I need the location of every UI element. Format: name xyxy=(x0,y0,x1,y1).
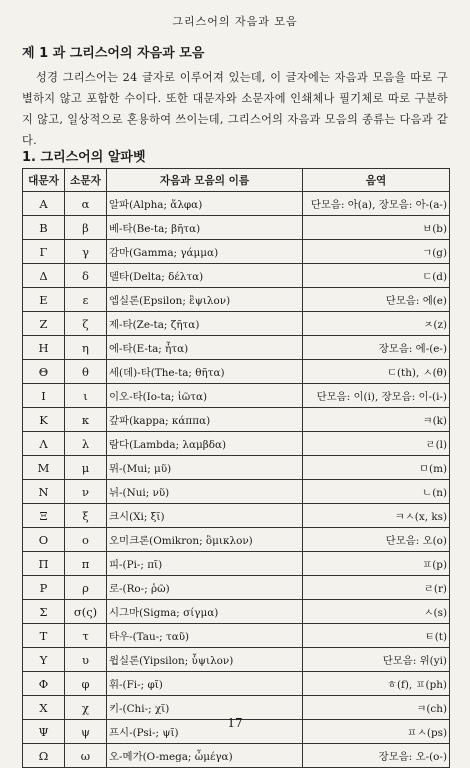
table-body xyxy=(23,192,450,768)
uppercase-cell: Ν xyxy=(23,480,65,504)
table-row xyxy=(23,528,450,552)
transliteration-cell: ㅍㅅ(ps) xyxy=(303,720,450,744)
lowercase-cell: κ xyxy=(65,408,107,432)
table-row xyxy=(23,432,450,456)
letter-name-cell: 이오-타(Io-ta; ἰῶτα) xyxy=(107,384,303,408)
transliteration-cell: ㅍ(p) xyxy=(303,552,450,576)
uppercase-cell: Τ xyxy=(23,624,65,648)
uppercase-cell: Ο xyxy=(23,528,65,552)
uppercase-cell: Γ xyxy=(23,240,65,264)
header-letter-name: 자음과 모음의 이름 xyxy=(107,169,303,192)
transliteration-cell: ㅎ(f), ㅍ(ph) xyxy=(303,672,450,696)
transliteration-cell: ㅅ(s) xyxy=(303,600,450,624)
table-row xyxy=(23,408,450,432)
letter-name-cell: 오미크론(Omikron; ὂμικλον) xyxy=(107,528,303,552)
letter-name-cell: 감마(Gamma; γάμμα) xyxy=(107,240,303,264)
lowercase-cell: ν xyxy=(65,480,107,504)
table-row xyxy=(23,552,450,576)
lowercase-cell: φ xyxy=(65,672,107,696)
table-row xyxy=(23,576,450,600)
letter-name-cell: 타우-(Tau-; ταῦ) xyxy=(107,624,303,648)
table-row xyxy=(23,240,450,264)
transliteration-cell: 단모음: 오(o) xyxy=(303,528,450,552)
header-transliteration: 음역 xyxy=(303,169,450,192)
table-row xyxy=(23,480,450,504)
section-title: 제 1 과 그리스어의 자음과 모음 xyxy=(22,46,205,61)
lowercase-cell: ξ xyxy=(65,504,107,528)
lowercase-cell: ω xyxy=(65,744,107,768)
lowercase-cell: ρ xyxy=(65,576,107,600)
letter-name-cell: 엡실론(Epsilon; ἒψιλον) xyxy=(107,288,303,312)
table-row xyxy=(23,648,450,672)
uppercase-cell: Θ xyxy=(23,360,65,384)
header-uppercase: 대문자 xyxy=(23,169,65,192)
uppercase-cell: Ζ xyxy=(23,312,65,336)
lowercase-cell: η xyxy=(65,336,107,360)
letter-name-cell: 알파(Alpha; ἄλφα) xyxy=(107,192,303,216)
transliteration-cell: 장모음: 에-(e-) xyxy=(303,336,450,360)
letter-name-cell: 람다(Lambda; λαμβδα) xyxy=(107,432,303,456)
lowercase-cell: θ xyxy=(65,360,107,384)
uppercase-cell: Φ xyxy=(23,672,65,696)
transliteration-cell: ㄷ(d) xyxy=(303,264,450,288)
running-header: 그리스어의 자음과 모음 xyxy=(172,15,298,28)
uppercase-cell: Ε xyxy=(23,288,65,312)
transliteration-cell: 단모음: 이(i), 장모음: 이-(i-) xyxy=(303,384,450,408)
lowercase-cell: ε xyxy=(65,288,107,312)
uppercase-cell: Μ xyxy=(23,456,65,480)
lowercase-cell: τ xyxy=(65,624,107,648)
transliteration-cell: ㅈ(z) xyxy=(303,312,450,336)
lowercase-cell: β xyxy=(65,216,107,240)
transliteration-cell: ㅋㅅ(x, ks) xyxy=(303,504,450,528)
lowercase-cell: δ xyxy=(65,264,107,288)
letter-name-cell: 시그마(Sigma; σίγμα) xyxy=(107,600,303,624)
uppercase-cell: Ω xyxy=(23,744,65,768)
header-lowercase: 소문자 xyxy=(65,169,107,192)
table-row xyxy=(23,672,450,696)
uppercase-cell: Π xyxy=(23,552,65,576)
transliteration-cell: ㄱ(g) xyxy=(303,240,450,264)
letter-name-cell: 뉘-(Nui; νῦ) xyxy=(107,480,303,504)
uppercase-cell: Ψ xyxy=(23,720,65,744)
uppercase-cell: Υ xyxy=(23,648,65,672)
lowercase-cell: χ xyxy=(65,696,107,720)
lowercase-cell: υ xyxy=(65,648,107,672)
transliteration-cell: 단모음: 아(a), 장모음: 아-(a-) xyxy=(303,192,450,216)
uppercase-cell: Δ xyxy=(23,264,65,288)
letter-name-cell: 제-타(Ze-ta; ζῆτα) xyxy=(107,312,303,336)
transliteration-cell: ㅋ(ch) xyxy=(303,696,450,720)
intro-paragraph: 성경 그리스어는 24 글자로 이루어져 있는데, 이 글자에는 자음과 모음을 따로 구별하지 않고 포함한 수이다. 또한 대문자와 소문자에 인쇄체나 필기체로 따로 구분하지 않고, 일상적으로 혼용하여 쓰이는데, 그리스어의 자음과 모음의 종류는 다음과 같다. xyxy=(22,71,448,147)
lowercase-cell: σ(ς) xyxy=(65,600,107,624)
uppercase-cell: Β xyxy=(23,216,65,240)
lowercase-cell: λ xyxy=(65,432,107,456)
letter-name-cell: 델타(Delta; δέλτα) xyxy=(107,264,303,288)
letter-name-cell: 로-(Ro-; ῥῶ) xyxy=(107,576,303,600)
uppercase-cell: Σ xyxy=(23,600,65,624)
uppercase-cell: Ρ xyxy=(23,576,65,600)
lowercase-cell: μ xyxy=(65,456,107,480)
letter-name-cell: 휘-(Fi-; φῖ) xyxy=(107,672,303,696)
transliteration-cell: ㅂ(b) xyxy=(303,216,450,240)
transliteration-cell: ㄴ(n) xyxy=(303,480,450,504)
table-row xyxy=(23,600,450,624)
lowercase-cell: γ xyxy=(65,240,107,264)
uppercase-cell: Ι xyxy=(23,384,65,408)
table-row xyxy=(23,504,450,528)
transliteration-cell: 단모음: 위(yi) xyxy=(303,648,450,672)
transliteration-cell: ㄹ(r) xyxy=(303,576,450,600)
lowercase-cell: π xyxy=(65,552,107,576)
table-row xyxy=(23,336,450,360)
uppercase-cell: Ξ xyxy=(23,504,65,528)
transliteration-cell: 장모음: 오-(o-) xyxy=(303,744,450,768)
table-row xyxy=(23,288,450,312)
letter-name-cell: 프시-(Psi-; ψῖ) xyxy=(107,720,303,744)
table-row xyxy=(23,384,450,408)
table-row xyxy=(23,264,450,288)
uppercase-cell: Α xyxy=(23,192,65,216)
letter-name-cell: 갚파(kappa; κάππα) xyxy=(107,408,303,432)
subsection-title: 1. 그리스어의 알파벳 xyxy=(22,150,146,165)
table-header-row xyxy=(23,169,450,192)
lowercase-cell: ψ xyxy=(65,720,107,744)
letter-name-cell: 피-(Pi-; πῖ) xyxy=(107,552,303,576)
table-row xyxy=(23,456,450,480)
letter-name-cell: 베-타(Be-ta; βῆτα) xyxy=(107,216,303,240)
transliteration-cell: ㄷ(th), ㅅ(θ) xyxy=(303,360,450,384)
table-row xyxy=(23,744,450,768)
lowercase-cell: ο xyxy=(65,528,107,552)
letter-name-cell: 키-(Chi-; χῖ) xyxy=(107,696,303,720)
uppercase-cell: Λ xyxy=(23,432,65,456)
uppercase-cell: Κ xyxy=(23,408,65,432)
alphabet-table xyxy=(22,168,450,768)
transliteration-cell: ㅁ(m) xyxy=(303,456,450,480)
table-row xyxy=(23,192,450,216)
transliteration-cell: ㄹ(l) xyxy=(303,432,450,456)
letter-name-cell: 크시(Xi; ξῖ) xyxy=(107,504,303,528)
letter-name-cell: 오-메가(O-mega; ὦμέγα) xyxy=(107,744,303,768)
table-row xyxy=(23,216,450,240)
table-row xyxy=(23,624,450,648)
table-row xyxy=(23,360,450,384)
letter-name-cell: 뮈-(Mui; μῦ) xyxy=(107,456,303,480)
transliteration-cell: ㅋ(k) xyxy=(303,408,450,432)
letter-name-cell: 윕실론(Yipsilon; ὖψιλον) xyxy=(107,648,303,672)
lowercase-cell: α xyxy=(65,192,107,216)
uppercase-cell: Χ xyxy=(23,696,65,720)
table-row xyxy=(23,312,450,336)
letter-name-cell: 에-타(E-ta; ἦτα) xyxy=(107,336,303,360)
letter-name-cell: 세(데)-타(The-ta; θῆτα) xyxy=(107,360,303,384)
uppercase-cell: Η xyxy=(23,336,65,360)
transliteration-cell: 단모음: 에(e) xyxy=(303,288,450,312)
lowercase-cell: ζ xyxy=(65,312,107,336)
page-number: 17 xyxy=(227,716,243,730)
transliteration-cell: ㅌ(t) xyxy=(303,624,450,648)
lowercase-cell: ι xyxy=(65,384,107,408)
